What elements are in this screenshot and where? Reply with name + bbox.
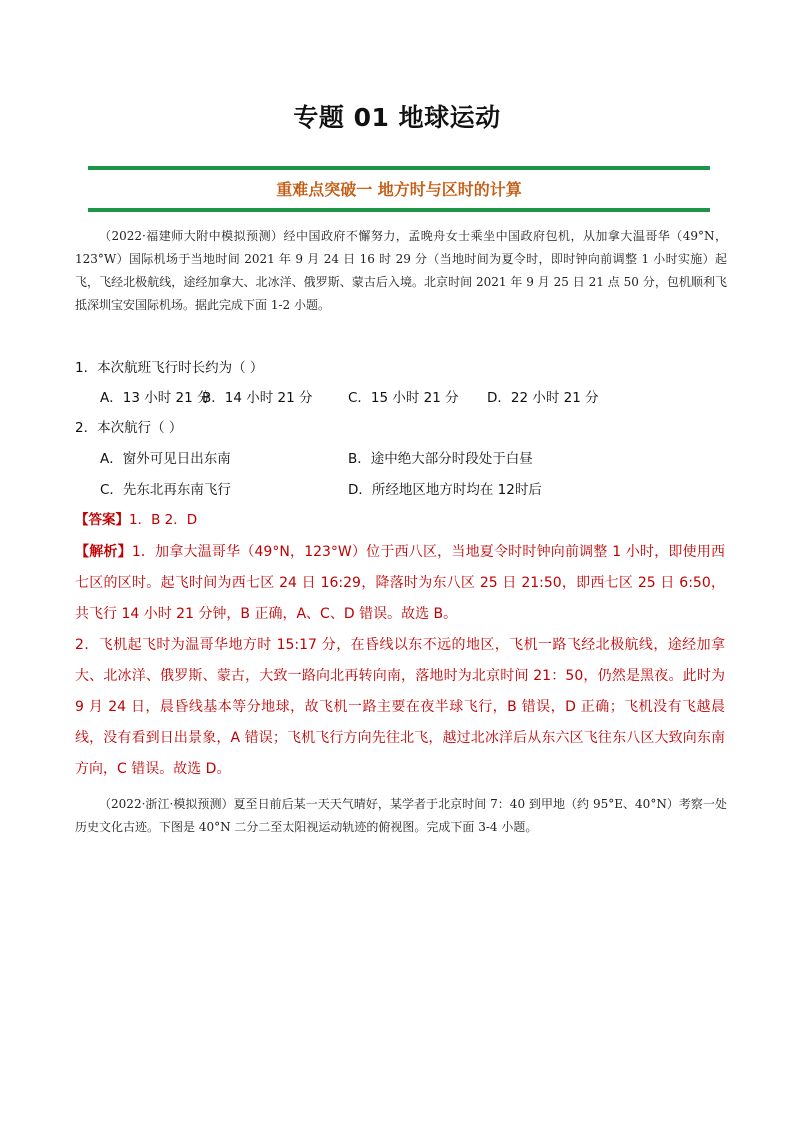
- answer-text: 1．B 2．D: [129, 512, 198, 528]
- question-1-option-b: B．14 小时 21 分: [202, 390, 313, 406]
- analysis-text-2: 2．飞机起飞时为温哥华地方时 15:17 分，在昏线以东不远的地区，飞机一路飞经北极航线，途经加拿大、北冰洋、俄罗斯、蒙古，大致一路向北再转向南，落地时为北京时间 21：50，仍然是黑夜。此时为 9 月 24 日，晨昏线基本等分地球，故飞机一路主要在夜半球飞行，B 错误，D 正确；飞机没有飞越晨线，没有看到日出景象，A 错误；飞机飞行方向先往北飞，越过北冰洋后从东六区飞往东八区大致向东南方向，C 错误。故选 D。: [75, 637, 725, 777]
- section-heading: 重难点突破一 地方时与区时的计算: [276, 180, 522, 199]
- question-intro-paragraph: （2022·福建师大附中模拟预测）经中国政府不懈努力，孟晚舟女士乘坐中国政府包机，从加拿大温哥华（49°N，123°W）国际机场于当地时间 2021 年 9 月 24 日 16 时 29 分（当地时间为夏令时，即时钟向前调整 1 小时实施）起飞，飞经北极航线，途经加拿大、北冰洋、俄罗斯、蒙古后入境。北京时间 2021 年 9 月 25 日 21 点 50 分，包机顺利飞抵深圳宝安国际机场。据此完成下面 1-2 小题。: [75, 229, 727, 312]
- question-1-stem: 1．本次航班飞行时长约为（ ）: [75, 360, 264, 376]
- question-intro-paragraph-2: （2022·浙江·模拟预测）夏至日前后某一天天气晴好，某学者于北京时间 7：40 到甲地（约 95°E、40°N）考察一处历史文化古迹。下图是 40°N 二分二至太阳视运动轨迹的俯视图。完成下面 3-4 小题。: [75, 797, 727, 834]
- answer-line: [75, 508, 197, 528]
- question-1-option-d: D．22 小时 21 分: [487, 390, 599, 406]
- analysis-text-1: 1．加拿大温哥华（49°N，123°W）位于西八区，当地夏令时时钟向前调整 1 小时，即使用西七区的区时。起飞时间为西七区 24 日 16:29，降落时为东八区 25 日 21:50，即西七区 25 日 6:50，共飞行 14 小时 21 分钟，B 正确，A、C、D 错误。故选 B。: [75, 544, 725, 622]
- question-1-option-a: A．13 小时 21 分: [100, 390, 211, 406]
- section-top-rule: [88, 166, 710, 170]
- page-title: 专题 01 地球运动: [293, 103, 501, 132]
- analysis-block: [75, 537, 725, 785]
- analysis-tag: 【解析】: [75, 544, 132, 560]
- answer-tag: 【答案】: [75, 512, 129, 528]
- question-2-option-c: C．先东北再东南飞行: [100, 482, 231, 498]
- question-2-stem: 2．本次航行（ ）: [75, 420, 183, 436]
- question-2-option-d: D．所经地区地方时均在 12时后: [348, 482, 542, 498]
- analysis-item-1: [75, 537, 725, 630]
- section-bottom-rule: [88, 208, 710, 212]
- question-2-option-a: A．窗外可见日出东南: [100, 451, 231, 467]
- question-2-option-b: B．途中绝大部分时段处于白昼: [348, 451, 533, 467]
- question-1-option-c: C．15 小时 21 分: [348, 390, 459, 406]
